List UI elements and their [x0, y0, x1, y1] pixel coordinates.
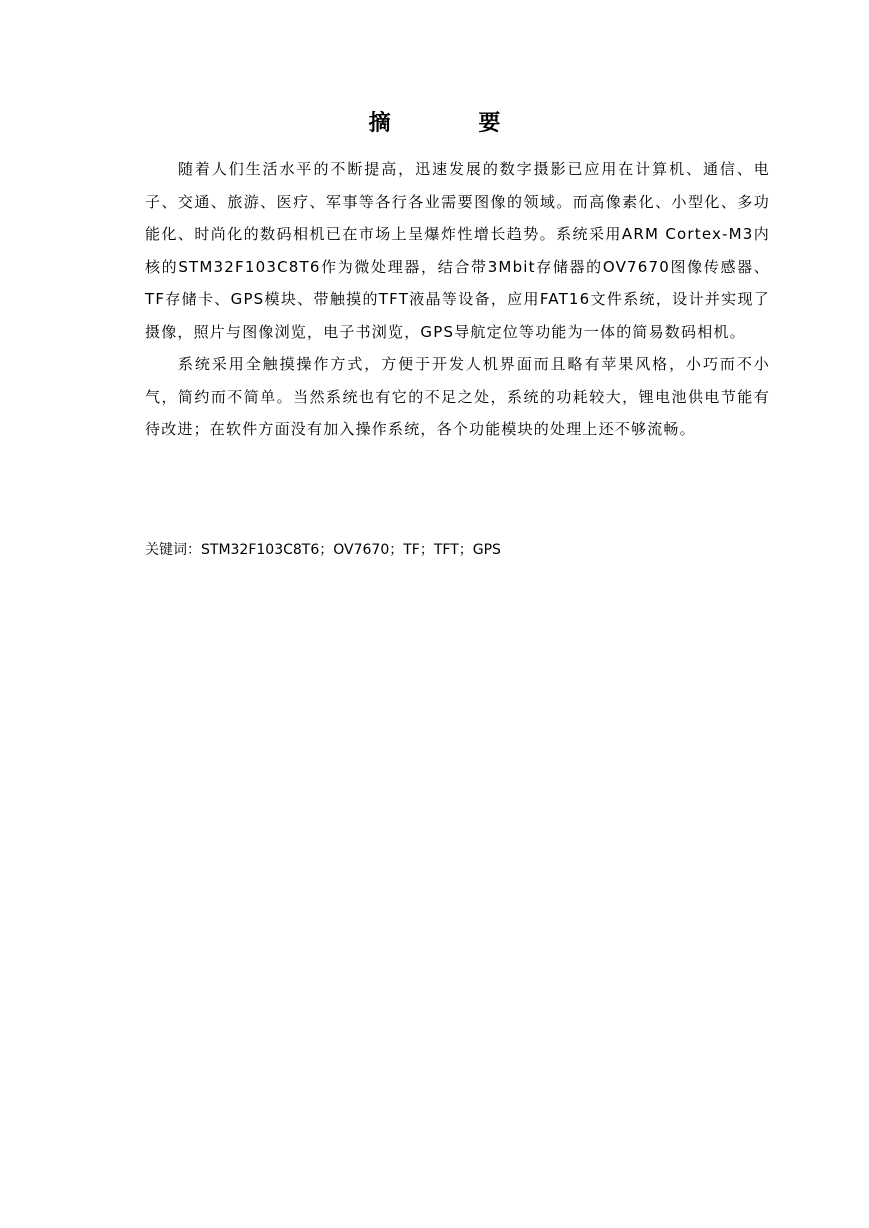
abstract-title: 摘 要 [368, 110, 541, 136]
keywords-label: 关键词： [145, 542, 201, 558]
abstract-body [145, 153, 770, 446]
abstract-paragraph-1: 随着人们生活水平的不断提高，迅速发展的数字摄影已应用在计算机、通信、电子、交通、旅游、医疗、军事等各行各业需要图像的领域。而高像素化、小型化、多功能化、时尚化的数码相机已在市场上呈爆炸性增长趋势。系统采用ARM Cortex-M3内核的STM32F103C8T6作为微处理器，结合带3Mbit存储器的OV7670图像传感器、TF存储卡、GPS模块、带触摸的TFT液晶等设备，应用FAT16文件系统，设计并实现了摄像，照片与图像浏览，电子书浏览，GPS导航定位等功能为一体的简易数码相机。 [145, 160, 770, 341]
abstract-paragraph-2: 系统采用全触摸操作方式，方便于开发人机界面而且略有苹果风格，小巧而不小气，简约而不简单。当然系统也有它的不足之处，系统的功耗较大，锂电池供电节能有待改进；在软件方面没有加入操作系统，各个功能模块的处理上还不够流畅。 [145, 355, 770, 438]
keywords-line [145, 538, 770, 562]
keywords-value: STM32F103C8T6；OV7670；TF；TFT；GPS [201, 542, 501, 558]
